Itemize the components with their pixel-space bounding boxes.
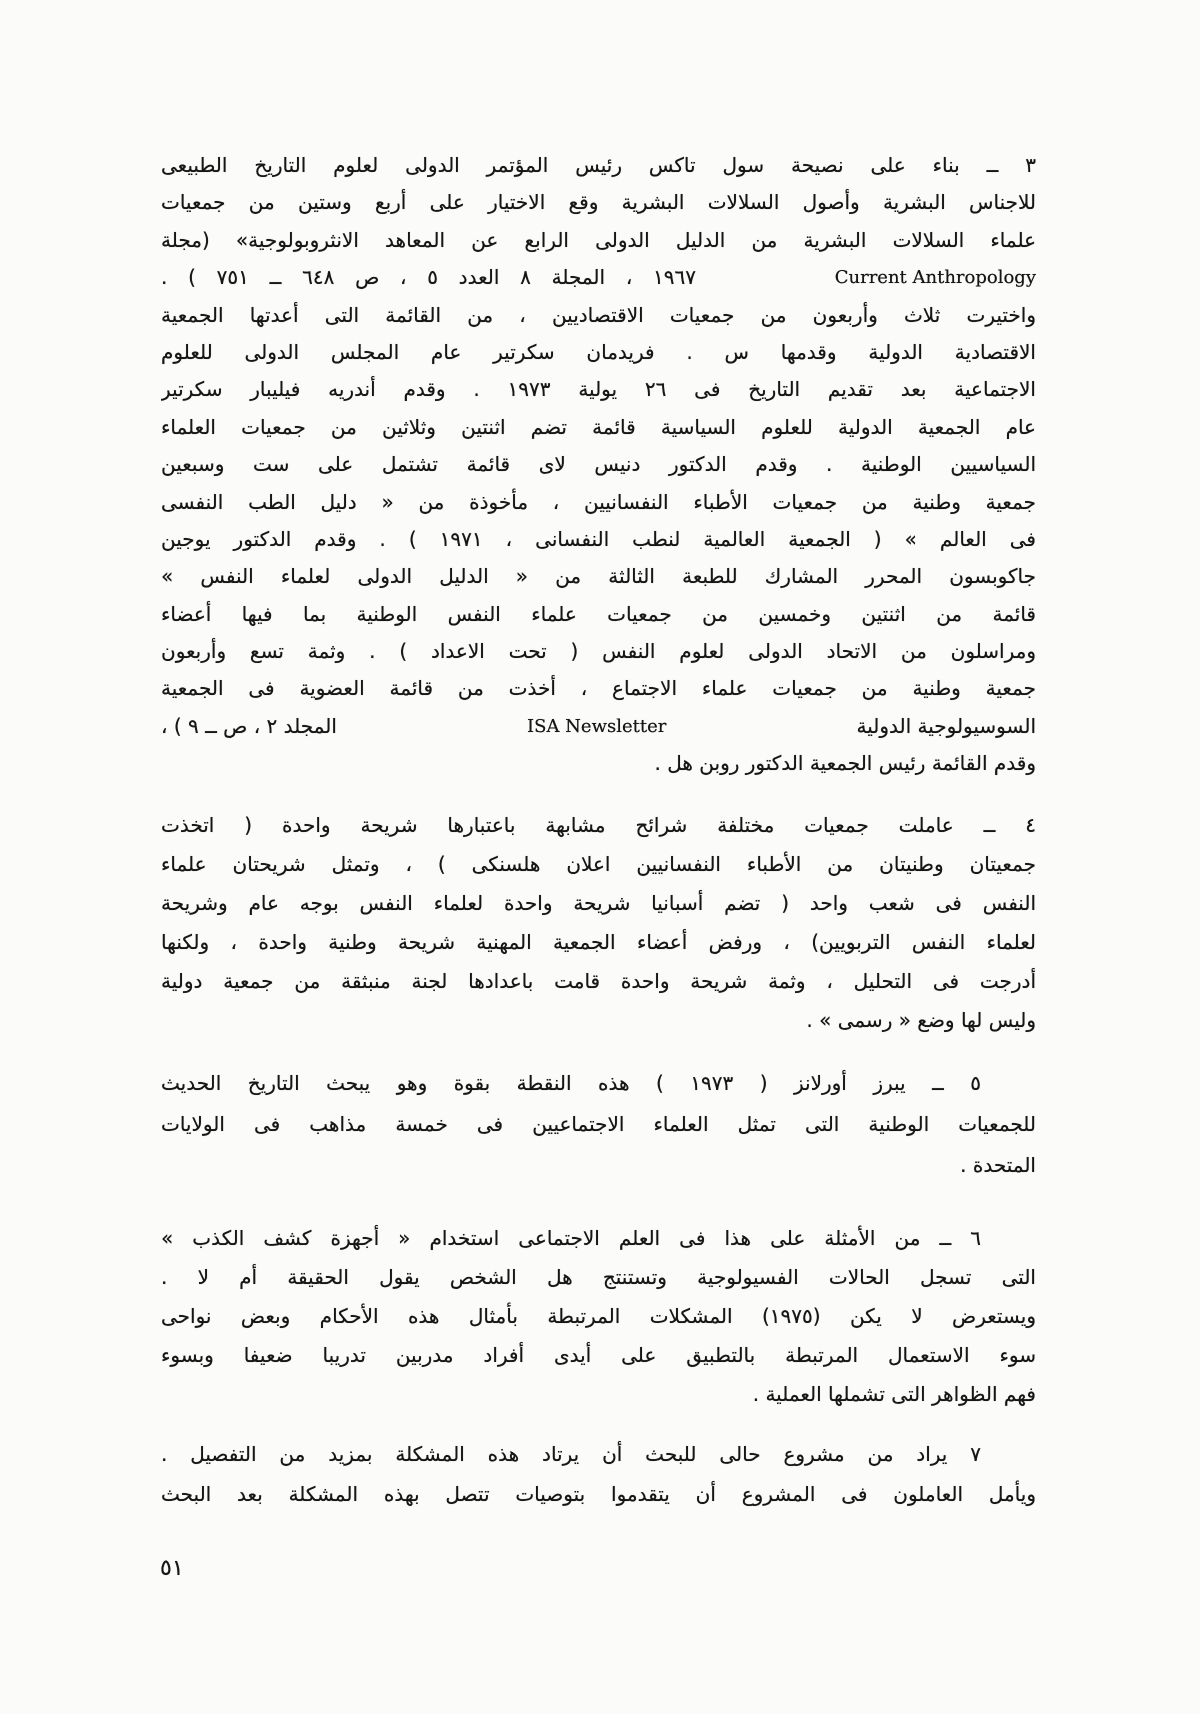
text-line: سوء الاستعمال المرتبطة بالتطبيق على أيدى أفراد مدربين تدريبا ضعيفا وبسوء [161, 1343, 1036, 1367]
text-line: وليس لها وضع « رسمى » . [806, 1008, 1036, 1032]
text-line: جاكوبسون المحرر المشارك للطبعة الثالثة من « الدليل الدولى لعلماء النفس » [161, 564, 1036, 589]
text-line: علماء السلالات البشرية من الدليل الدولى الرابع عن المعاهد الانثروبولوجية» (مجلة [161, 227, 1036, 252]
note-7 [161, 1434, 1036, 1514]
text-line: أدرجت فى التحليل ، وثمة شريحة واحدة قامت باعدادها لجنة منبثقة من جمعية دولية [161, 969, 1036, 993]
text-line: ٧ يراد من مشروع حالى للبحث أن يرتاد هذه المشكلة بمزيد من التفصيل . [161, 1442, 981, 1466]
citation-line [161, 708, 1036, 745]
text-line: ٤ ــ عاملت جمعيات مختلفة شرائح مشابهة باعتبارها شريحة واحدة ( اتخذت [161, 813, 1036, 837]
text-line: الاقتصادية الدولية وقدمها س . فريدمان سكرتير عام المجلس الدولى للعلوم [161, 339, 1036, 364]
text-line: جمعية وطنية من جمعيات علماء الاجتماع ، أخذت من قائمة العضوية فى الجمعية [161, 676, 1036, 701]
text-line: جمعيتان وطنيتان من الأطباء النفسانيين اعلان هلسنكى ) ، وتمثل شريحتان علماء [161, 852, 1036, 876]
text-line: لعلماء النفس التربويين) ، ورفض أعضاء الجمعية المهنية شريحة وطنية واحدة ، ولكنها [161, 930, 1036, 954]
note-3 [161, 147, 1036, 783]
text-line: فهم الظواهر التى تشملها العملية . [752, 1382, 1036, 1406]
citation-part: السوسيولوجية الدولية [856, 713, 1036, 738]
citation-line [161, 259, 1036, 296]
newsletter-title: ISA Newsletter [527, 715, 667, 737]
text-line: فى العالم » ( الجمعية العالمية لنطب النفسانى ، ١٩٧١ ) . وقدم الدكتور يوجين [161, 526, 1036, 551]
note-5 [161, 1063, 1036, 1186]
text-line: واختيرت ثلاث وأربعون من جمعيات الاقتصاديين ، من القائمة التى أعدتها الجمعية [161, 302, 1036, 327]
text-line: الاجتماعية بعد تقديم التاريخ فى ٢٦ يولية ١٩٧٣ . وقدم أندريه فيليبار سكرتير [161, 377, 1036, 402]
text-line: السياسيين الوطنية . وقدم الدكتور دنيس لاى قائمة تشتمل على ست وسبعين [161, 452, 1036, 477]
text-line: للاجناس البشرية وأصول السلالات البشرية وقع الاختيار على أربع وستين من جمعيات [161, 190, 1036, 215]
page-number: ٥١ [160, 1556, 184, 1581]
citation-part: المجلد ٢ ، ص ــ ٩ ) ، [161, 713, 337, 738]
citation-details: ١٩٦٧ ، المجلة ٨ العدد ٥ ، ص ٦٤٨ ــ ٧٥١ ) . [161, 265, 696, 290]
text-line: قائمة من اثنتين وخمسين من جمعيات علماء النفس الوطنية بما فيها أعضاء [161, 601, 1036, 626]
text-line: عام الجمعية الدولية للعلوم السياسية قائمة تضم اثنتين وثلاثين من جمعيات العلماء [161, 414, 1036, 439]
text-line: وقدم القائمة رئيس الجمعية الدكتور روبن هل . [654, 751, 1036, 776]
text-line: للجمعيات الوطنية التى تمثل العلماء الاجتماعيين فى خمسة مذاهب فى الولايات [161, 1112, 1036, 1136]
text-line: ٥ ــ يبرز أورلانز ( ١٩٧٣ ) هذه النقطة بقوة وهو يبحث التاريخ الحديث [161, 1071, 982, 1095]
text-line: المتحدة . [960, 1153, 1036, 1177]
text-line: ٦ ــ من الأمثلة على هذا فى العلم الاجتماعى استخدام « أجهزة كشف الكذب » [161, 1226, 981, 1250]
text-line: ويأمل العاملون فى المشروع أن يتقدموا بتوصيات تتصل بهذه المشكلة بعد البحث [161, 1482, 1036, 1506]
text-line: النفس فى شعب واحد ( تضم أسبانيا شريحة واحدة لعلماء النفس بوجه عام وشريحة [161, 891, 1036, 915]
text-line: جمعية وطنية من جمعيات الأطباء النفسانيين ، مأخوذة من « دليل الطب النفسى [161, 489, 1036, 514]
note-6 [161, 1219, 1036, 1414]
note-4 [161, 806, 1036, 1040]
text-line: ويستعرض لا يكن (١٩٧٥) المشكلات المرتبطة بأمثال هذه الأحكام وبعض نواحى [161, 1304, 1036, 1328]
text-line: ومراسلون من الاتحاد الدولى لعلوم النفس ( تحت الاعداد ) . وثمة تسع وأربعون [161, 639, 1036, 664]
text-line: التى تسجل الحالات الفسيولوجية وتستنتج هل الشخص يقول الحقيقة أم لا . [161, 1265, 1036, 1289]
text-line: ٣ ــ بناء على نصيحة سول تاكس رئيس المؤتمر الدولى لعلوم التاريخ الطبيعى [161, 153, 1036, 177]
journal-title: Current Anthropology [834, 267, 1036, 289]
